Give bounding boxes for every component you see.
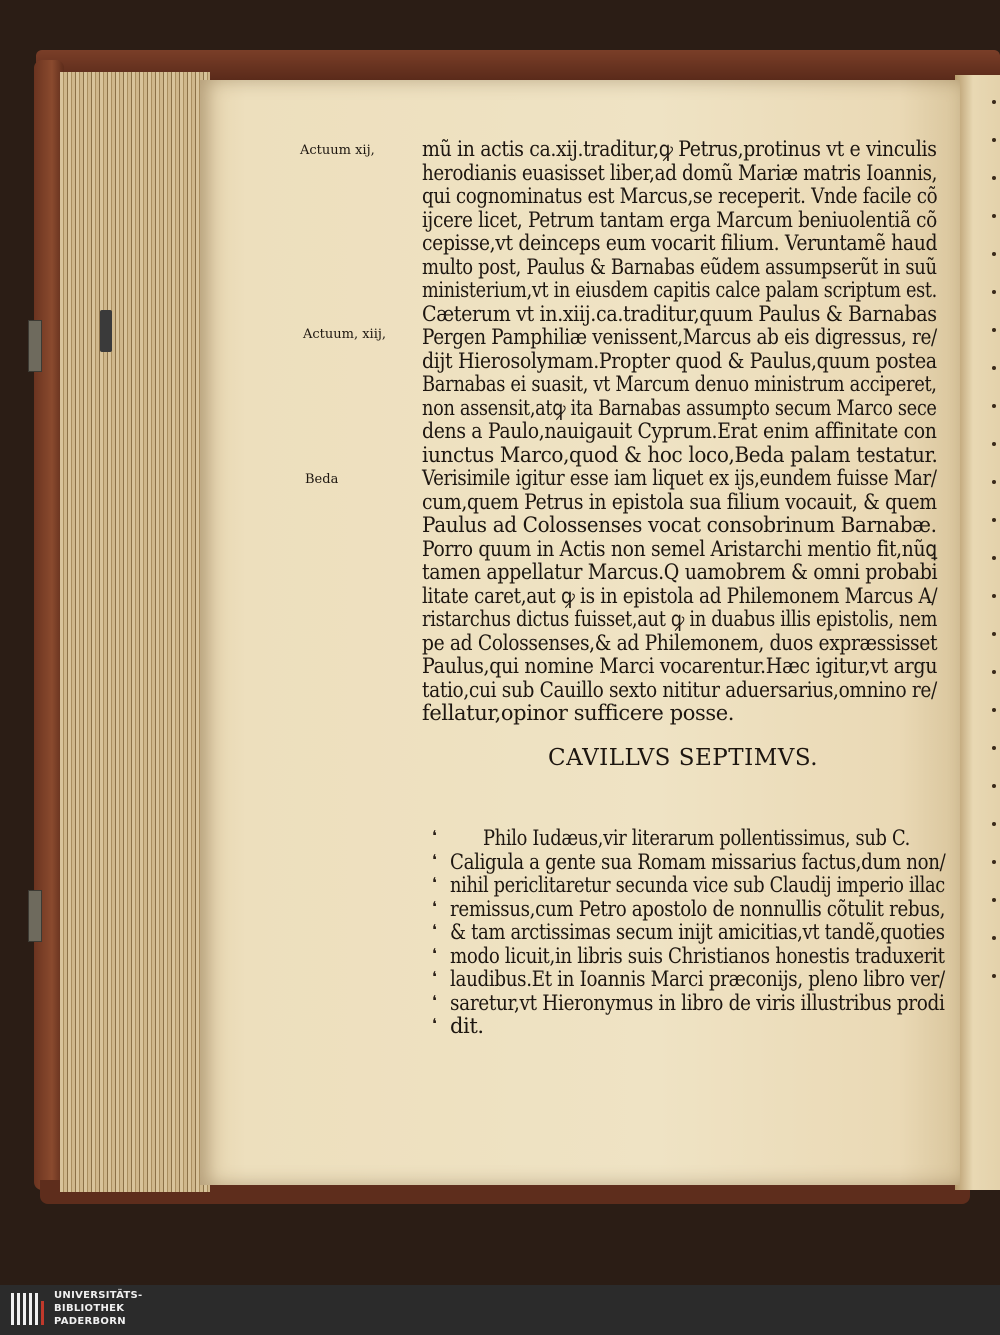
library-logo-text [54,1289,143,1328]
text-line: Paulus,qui nomine Marci vocarentur.Hæc igitur,vt argu [422,654,938,678]
text-line: litate caret,aut ꝙ is in epistola ad Philemonem Marcus A/ [422,583,938,608]
text-line: Paulus ad Colossenses vocat consobrinum Barnabæ. [422,513,937,537]
library-logo-icon [8,1289,48,1331]
bookmark-tab [100,310,112,352]
text-line: ministerium,vt in eiusdem capitis calce palam scriptum est. [422,278,937,302]
text-line: non assensit,atꝙ ita Barnabas assumpto secum Marco sece [422,395,937,420]
text-line: herodianis euasisset liber,ad domũ Mariæ matris Ioannis, [422,160,938,185]
quote-line: nihil periclitaretur secunda vice sub Claudij imperio illac [450,873,945,897]
logo-line-1: UNIVERSITÄTS- [54,1290,143,1301]
quote-mark: ❛ [432,944,437,963]
quote-line: dit. [450,1014,484,1038]
quote-line: laudibus.Et in Ioannis Marci præconijs, pleno libro ver/ [450,967,945,991]
margin-note-beda: Beda [305,472,339,487]
text-line: ristarchus dictus fuisset,aut ꝙ in duabus illis epistolis, nem [422,607,938,631]
quote-mark: ❛ [432,991,437,1010]
text-line: tamen appellatur Marcus.Q uamobrem & omni probabi [422,560,938,584]
section-heading: CAVILLVS SEPTIMVS. [548,745,819,771]
logo-line-2: BIBLIOTHEK [54,1303,125,1314]
clasp-lower [28,890,42,942]
text-line: Pergen Pamphiliæ venissent,Marcus ab eis digressus, re/ [422,325,937,349]
quote-mark: ❛ [432,827,437,845]
text-line: Porro quum in Actis non semel Aristarchi mentio fit,nũꝗ [422,536,937,561]
text-line: Cæterum vt in.xiij.ca.traditur,quum Paulus & Barnabas [422,301,937,326]
text-line: tatio,cui sub Cauillo sexto nititur aduersarius,omnino re/ [422,677,937,702]
text-line: Verisimile igitur esse iam liquet ex ijs,eundem fuisse Mar/ [422,466,937,490]
margin-note-actuum-xij: Actuum xij, [300,143,375,158]
text-line: Barnabas ei suasit, vt Marcum denuo ministrum acciperet, [422,372,937,396]
facing-page-marks [990,100,1000,1100]
text-line: pe ad Colossenses,& ad Philemonem, duos expræssisset [422,630,938,655]
quote-line: & tam arctissimas secum inijt amicitias,vt tandẽ,quoties [450,920,945,944]
quote-mark: ❛ [432,921,437,939]
logo-line-3: PADERBORN [54,1316,126,1327]
quote-mark: ❛ [432,897,437,916]
text-line: iunctus Marco,quod & hoc loco,Beda palam testatur. [422,442,938,467]
text-line: fellatur,opinor sufficere posse. [422,701,735,725]
footer-bar [0,1285,1000,1335]
quote-line: remissus,cum Petro apostolo de nonnullis cõtulit rebus, [450,896,946,921]
quote-line: Caligula a gente sua Romam missarius factus,dum non/ [450,849,946,874]
margin-note-actuum-xiij: Actuum, xiij, [303,327,387,342]
text-line: cepisse,vt deinceps eum vocarit filium. Veruntamẽ haud [422,231,938,255]
quote-line: modo licuit,in libris suis Christianos honestis traduxerit [450,943,945,968]
text-line: dens a Paulo,nauigauit Cyprum.Erat enim affinitate con [422,419,937,443]
text-line: qui cognominatus est Marcus,se receperit. Vnde facile cõ [422,184,938,208]
clasp-upper [28,320,42,372]
quote-mark: ❛ [432,968,437,986]
quote-mark: ❛ [432,850,437,869]
text-line: dijt Hierosolymam.Propter quod & Paulus,quum postea [422,348,937,373]
text-line: cum,quem Petrus in epistola sua filium vocauit, & quem [422,489,937,514]
quote-line: Philo Iudæus,vir literarum pollentissimus, sub C. [483,826,910,850]
text-line: ijcere licet, Petrum tantam erga Marcum beniuolentiã cõ [422,207,937,232]
quote-mark: ❛ [432,874,437,892]
text-line: mũ in actis ca.xij.traditur,ꝙ Petrus,protinus vt e vinculis [422,137,937,161]
quote-line: saretur,vt Hieronymus in libro de viris illustribus prodi [450,990,945,1015]
page-edges [60,72,210,1192]
quote-mark: ❛ [432,1015,437,1033]
text-line: multo post, Paulus & Barnabas eũdem assumpserũt in suũ [422,254,937,279]
